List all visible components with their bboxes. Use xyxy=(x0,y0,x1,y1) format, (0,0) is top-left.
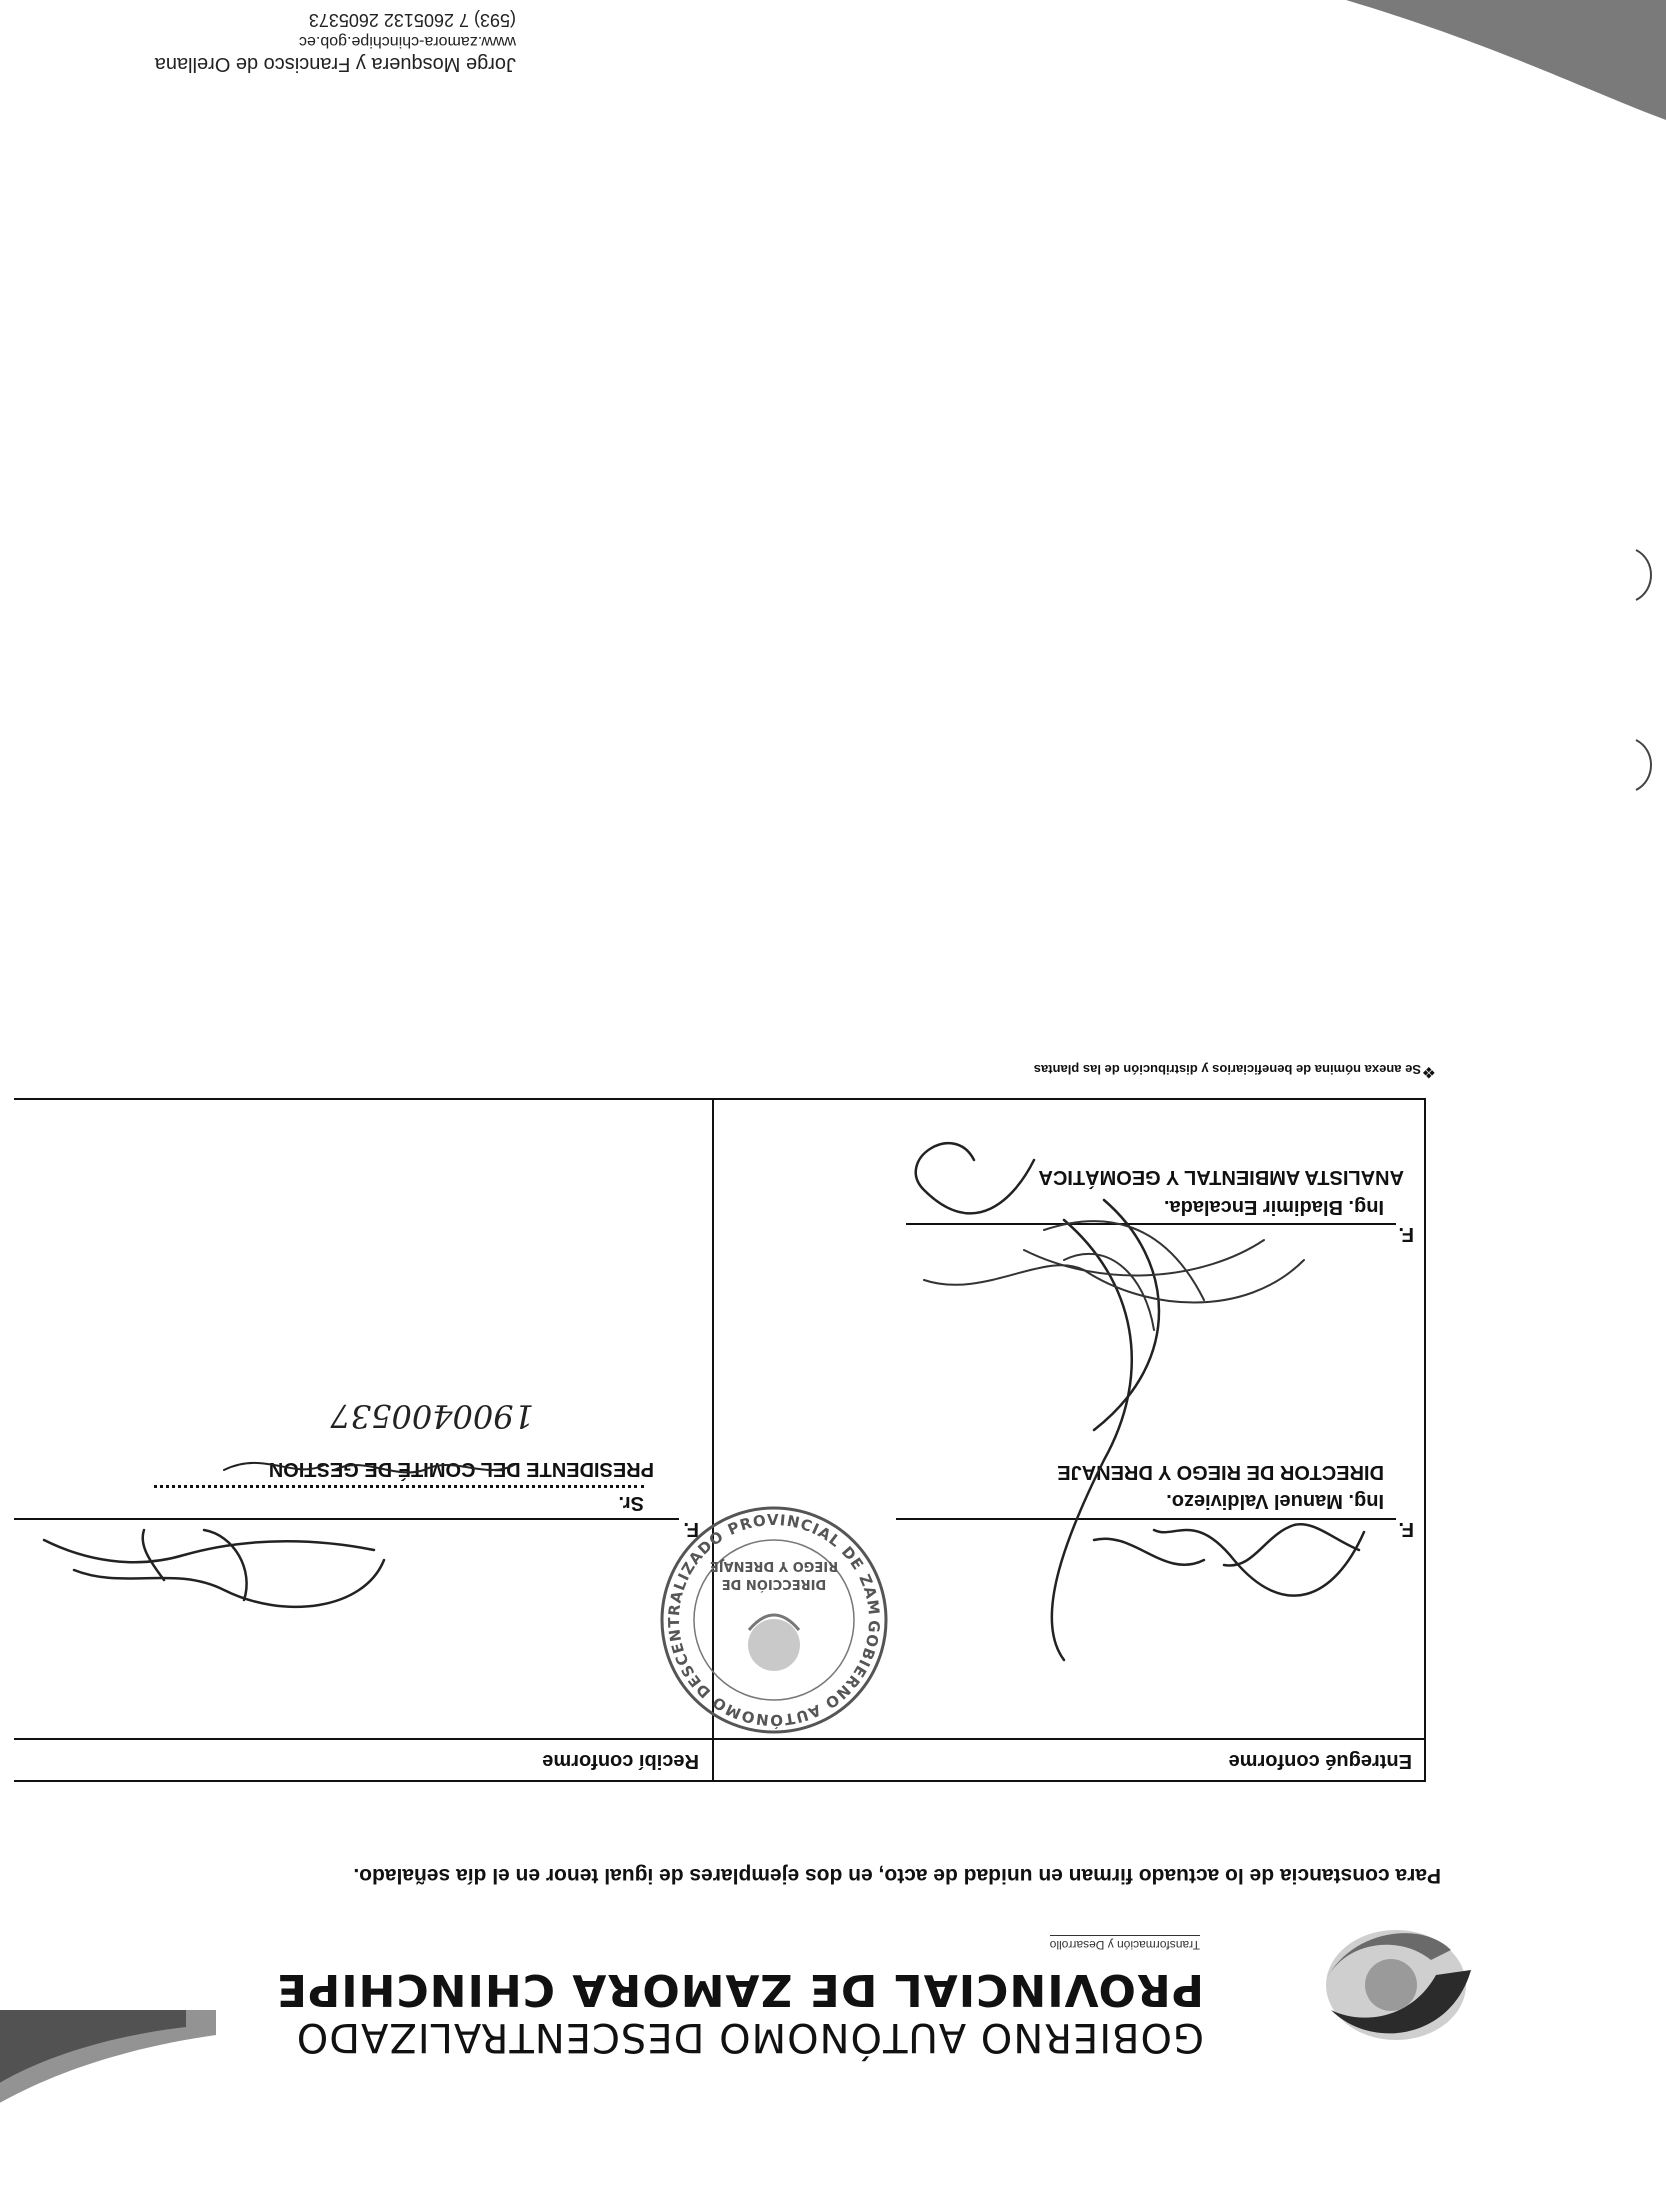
header-entregue-conforme: Entregué conforme xyxy=(1228,1750,1412,1772)
signature-label-f: F. xyxy=(683,1518,699,1540)
analyst-name: Ing. Bladimir Encalada. xyxy=(1163,1196,1384,1218)
analyst-role: ANALISTA AMBIENTAL Y GEOMÁTICA xyxy=(1038,1166,1404,1188)
handwritten-president-name xyxy=(204,1425,524,1485)
signature-label-f: F. xyxy=(1398,1518,1414,1540)
svg-text:GOBIERNO AUTÓNOMO DESCENTRALIZ: GOBIERNO AUTÓNOMO DESCENTRALIZADO PROVINCIAL DE ZAMORA CHINCHIPE xyxy=(664,1510,901,1754)
annex-bullet-icon: ❖ xyxy=(1421,1063,1436,1080)
svg-text:RIEGO Y DRENAJE: RIEGO Y DRENAJE xyxy=(709,1558,839,1573)
provincial-logo-icon xyxy=(1316,1910,1491,2060)
handwritten-signature-director xyxy=(694,1100,1394,1660)
binder-hole-marks xyxy=(1626,500,1666,800)
director-name: Ing. Manuel Valdiviezo. xyxy=(1166,1490,1384,1512)
svg-text:DIRECCIÓN DE: DIRECCIÓN DE xyxy=(721,1576,827,1591)
scan-corner-shadow xyxy=(0,2010,216,2105)
signature-table xyxy=(14,1098,1426,1782)
annex-note: Se anexa nómina de beneficiarios y distribución de las plantas xyxy=(1033,1062,1421,1077)
footer-website: www.zamora-chinchipe.gob.ec xyxy=(299,33,516,50)
institution-tagline: Transformación y Desarrollo xyxy=(1050,1935,1200,1952)
footer-address: Jorge Mosquera y Francisco de Orellana xyxy=(154,53,516,75)
institution-title xyxy=(124,1964,1204,2060)
institution-title-line2: PROVINCIAL DE ZAMORA CHINCHIPE xyxy=(275,1964,1204,2015)
handwritten-signature-analyst xyxy=(704,1200,1404,1360)
president-role: PRESIDENTE DEL COMITÉ DE GESTION xyxy=(268,1458,654,1480)
institution-title-line1: GOBIERNO AUTÓNOMO DESCENTRALIZADO xyxy=(295,2014,1204,2060)
handwritten-signature-president xyxy=(24,1520,404,1630)
footer-phone: (593) 7 2605132 2605373 xyxy=(308,10,516,30)
president-name: Sr. xyxy=(618,1492,644,1514)
closing-paragraph: Para constancia de lo actuado firman en unidad de acto, en dos ejemplares de igual tenor en el día señalado. xyxy=(353,1864,1441,1887)
scan-corner-shadow xyxy=(1346,0,1666,120)
signature-label-f: F. xyxy=(1398,1223,1414,1245)
handwritten-id-number: 1900400537 xyxy=(330,1397,534,1435)
president-name-dotted-line xyxy=(154,1485,644,1488)
director-role: DIRECTOR DE RIEGO Y DRENAJE xyxy=(1057,1461,1384,1483)
table-header-row xyxy=(14,1738,1424,1780)
header-recibi-conforme: Recibí conforme xyxy=(542,1750,699,1772)
